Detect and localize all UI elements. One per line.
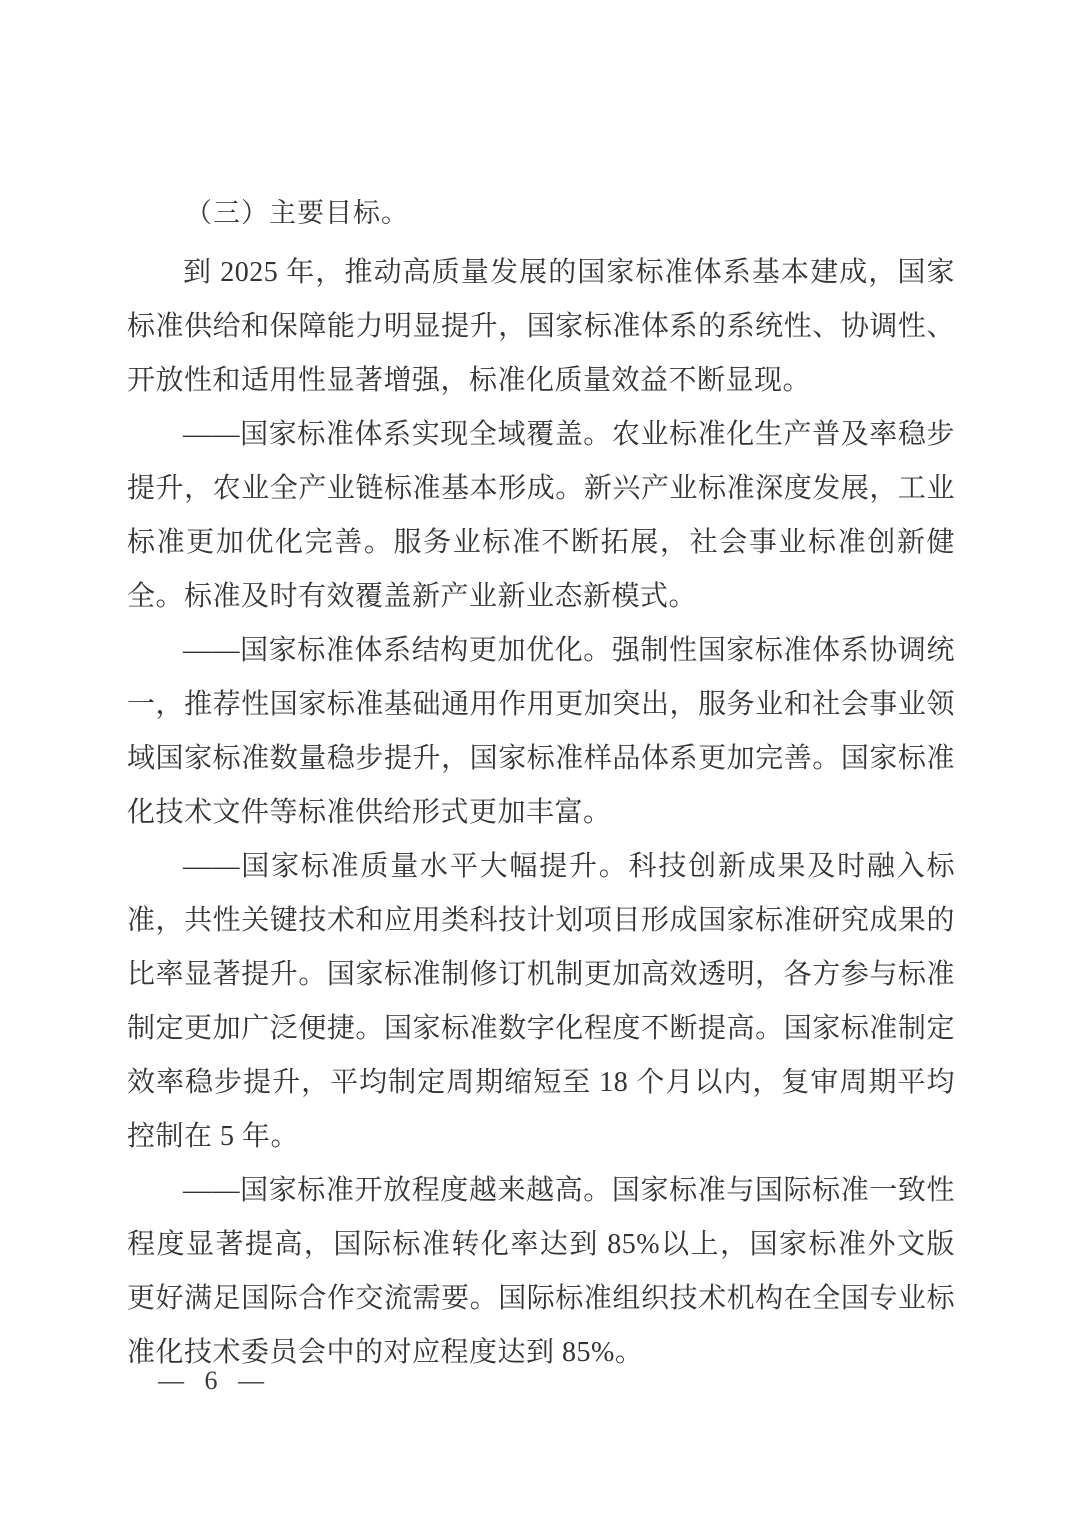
- section-heading: （三）主要目标。: [185, 198, 410, 228]
- paragraph-main-goals-intro: 到 2025 年，推动高质量发展的国家标准体系基本建成，国家标准供给和保障能力明显提升，国家标准体系的系统性、协调性、开放性和适用性显著增强，标准化质量效益不断显现。: [127, 257, 955, 396]
- paragraph-structure-optimized: ——国家标准体系结构更加优化。强制性国家标准体系协调统一，推荐性国家标准基础通用作用更加突出，服务业和社会事业领域国家标准数量稳步提升，国家标准样品体系更加完善。国家标准化技术文件等标准供给形式更加丰富。: [127, 635, 955, 828]
- page-number: — 6 —: [158, 1366, 271, 1395]
- paragraph-full-coverage: ——国家标准体系实现全域覆盖。农业标准化生产普及率稳步提升，农业全产业链标准基本形成。新兴产业标准深度发展，工业标准更加优化完善。服务业标准不断拓展，社会事业标准创新健全。标准及时有效覆盖新产业新业态新模式。: [127, 419, 955, 612]
- paragraph-openness-increased: ——国家标准开放程度越来越高。国家标准与国际标准一致性程度显著提高，国际标准转化率达到 85%以上，国家标准外文版更好满足国际合作交流需要。国际标准组织技术机构在全国专业标准化技术委员会中的对应程度达到 85%。: [127, 1175, 955, 1368]
- document-page: [127, 192, 955, 1380]
- paragraph-quality-improved: ——国家标准质量水平大幅提升。科技创新成果及时融入标准，共性关键技术和应用类科技计划项目形成国家标准研究成果的比率显著提升。国家标准制修订机制更加高效透明，各方参与标准制定更加广泛便捷。国家标准数字化程度不断提高。国家标准制定效率稳步提升，平均制定周期缩短至 18 个月以内，复审周期平均控制在 5 年。: [127, 851, 955, 1152]
